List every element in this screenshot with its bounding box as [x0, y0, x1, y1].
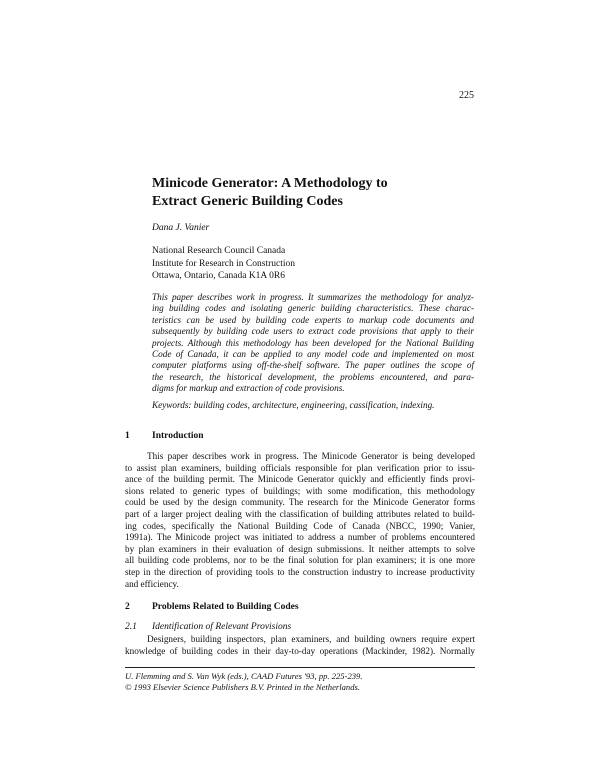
section-title: Introduction — [152, 431, 204, 441]
subsection-title: Identification of Relevant Provisions — [152, 622, 292, 632]
footer-copyright: © 1993 Elsevier Science Publishers B.V. Printed in the Netherlands. — [125, 682, 361, 692]
footer-citation: U. Flemming and S. Van Wyk (eds.), CAAD Futures '93, pp. 225-239. — [125, 671, 363, 681]
section-number: 1 — [125, 431, 130, 441]
page-number: 225 — [459, 90, 474, 101]
abstract — [152, 292, 474, 395]
paragraph-line: part of a larger project dealing with the classification of building attributes related to build- — [125, 508, 475, 519]
footer — [125, 671, 363, 693]
abstract-line: Code of Canada, it can be applied to any model code and implemented on most — [152, 349, 474, 360]
abstract-line: ing building codes and isolating generic building characteristics. These charac- — [152, 303, 474, 314]
title-line: Extract Generic Building Codes — [152, 194, 343, 209]
paragraph-line: ing codes, specifically the National Building Code of Canada (NBCC, 1990; Vanier, — [125, 520, 475, 531]
keywords: Keywords: building codes, architecture, engineering, cassification, indexing. — [152, 400, 435, 410]
title-line: Minicode Generator: A Methodology to — [152, 176, 388, 191]
abstract-line: projects. Although this methodology has been developed for the National Building — [152, 337, 474, 348]
introduction-paragraph — [125, 451, 475, 590]
author-name: Dana J. Vanier — [152, 223, 210, 233]
abstract-line: This paper describes work in progress. It summarizes the methodology for analyz- — [152, 292, 474, 302]
paragraph-line: could be used by the design community. The research for the Minicode Generator forms — [125, 497, 475, 508]
paragraph-line: 1991a). The Minicode project was initiated to address a number of problems encountered — [125, 532, 475, 543]
affiliation — [152, 245, 295, 283]
paragraph-line: and efficiency. — [125, 578, 179, 589]
abstract-line: the research, the historical development, the problems encountered, and para- — [152, 371, 474, 382]
subsection-number: 2.1 — [125, 622, 137, 632]
paragraph-line: all building code problems, nor to be the final solution for plan examiners; it is one more — [125, 555, 475, 566]
affiliation-line: National Research Council Canada — [152, 246, 286, 256]
paragraph-line: This paper describes work in progress. The Minicode Generator is being developed — [147, 451, 475, 461]
affiliation-line: Institute for Research in Construction — [152, 258, 295, 269]
paragraph-line: Designers, building inspectors, plan examiners, and building owners require expert — [147, 634, 475, 644]
paragraph-line: step in the direction of providing tools to the construction industry to increase productivity — [125, 566, 475, 577]
abstract-line: computer platforms using off-the-shelf software. The paper outlines the scope of — [152, 360, 474, 371]
abstract-line: digms for markup and extraction of code provisions. — [152, 383, 345, 394]
paper-title — [152, 175, 482, 211]
paragraph-line: knowledge of building codes in their day-to-day operations (Mackinder, 1982). Normally — [125, 645, 475, 656]
abstract-line: subsequently by building code users to extract code provisions that apply to their — [152, 326, 474, 337]
problems-paragraph — [125, 634, 475, 657]
section-number: 2 — [125, 602, 130, 612]
paragraph-line: to assist plan examiners, building officials responsible for plan verification prior to issu- — [125, 462, 475, 473]
paragraph-line: sions related to generic types of buildings; with some modification, this methodology — [125, 485, 475, 496]
paragraph-line: by plan examiners in their evaluation of design submissions. It neither attempts to solve — [125, 543, 475, 554]
footer-divider — [125, 667, 475, 668]
abstract-line: teristics can be used by building code experts to markup code documents and — [152, 314, 474, 325]
paragraph-line: ance of the building permit. The Minicode Generator quickly and efficiently finds provi- — [125, 474, 475, 485]
subsection-heading — [125, 622, 292, 632]
section-title: Problems Related to Building Codes — [152, 602, 299, 612]
affiliation-line: Ottawa, Ontario, Canada K1A 0R6 — [152, 271, 285, 281]
